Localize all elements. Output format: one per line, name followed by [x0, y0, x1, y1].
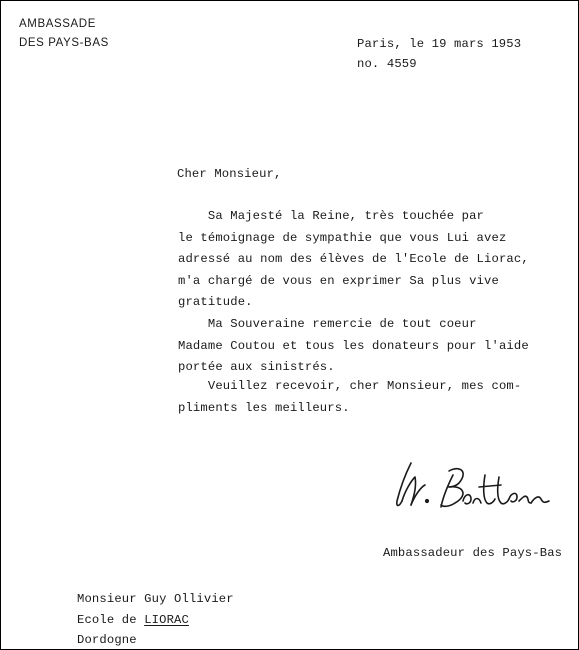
school-name: LIORAC — [144, 612, 189, 627]
letterhead — [19, 15, 109, 53]
recipient-region: Dordogne — [77, 633, 137, 647]
letterhead-line-2: DES PAYS-BAS — [19, 37, 109, 49]
salutation: Cher Monsieur, — [177, 167, 282, 181]
body-line: adressé au nom des élèves de l'Ecole de Liorac, — [178, 252, 529, 266]
recipient-school — [77, 610, 234, 631]
handwritten-signature-icon — [389, 457, 559, 517]
body-line: gratitude. — [178, 295, 253, 309]
place-and-date: Paris, le 19 mars 1953 — [357, 37, 522, 51]
body-line: Madame Coutou et tous les donateurs pour l'aide — [178, 338, 529, 353]
letterhead-line-1: AMBASSADE — [19, 18, 96, 30]
body-line: Veuillez recevoir, cher Monsieur, mes com- — [178, 379, 522, 393]
body-line: le témoignage de sympathie que vous Lui avez — [178, 230, 507, 245]
body-paragraph-1 — [178, 206, 529, 314]
body-paragraph-2 — [178, 314, 529, 379]
signatory-title: Ambassadeur des Pays-Bas — [383, 546, 563, 560]
body-line: pliments les meilleurs. — [178, 400, 350, 415]
recipient-address — [77, 589, 234, 650]
body-line: Ma Souveraine remercie de tout coeur — [178, 317, 477, 331]
body-line: Sa Majesté la Reine, très touchée par — [178, 209, 485, 223]
reference-number: no. 4559 — [357, 57, 417, 71]
recipient-name: Monsieur Guy Ollivier — [77, 592, 234, 606]
dateline — [357, 34, 521, 74]
school-prefix: Ecole de — [77, 612, 145, 627]
body-line: portée aux sinistrés. — [178, 360, 335, 374]
body-line: m'a chargé de vous en exprimer Sa plus vive — [178, 273, 499, 288]
body-paragraph-3 — [178, 376, 521, 419]
